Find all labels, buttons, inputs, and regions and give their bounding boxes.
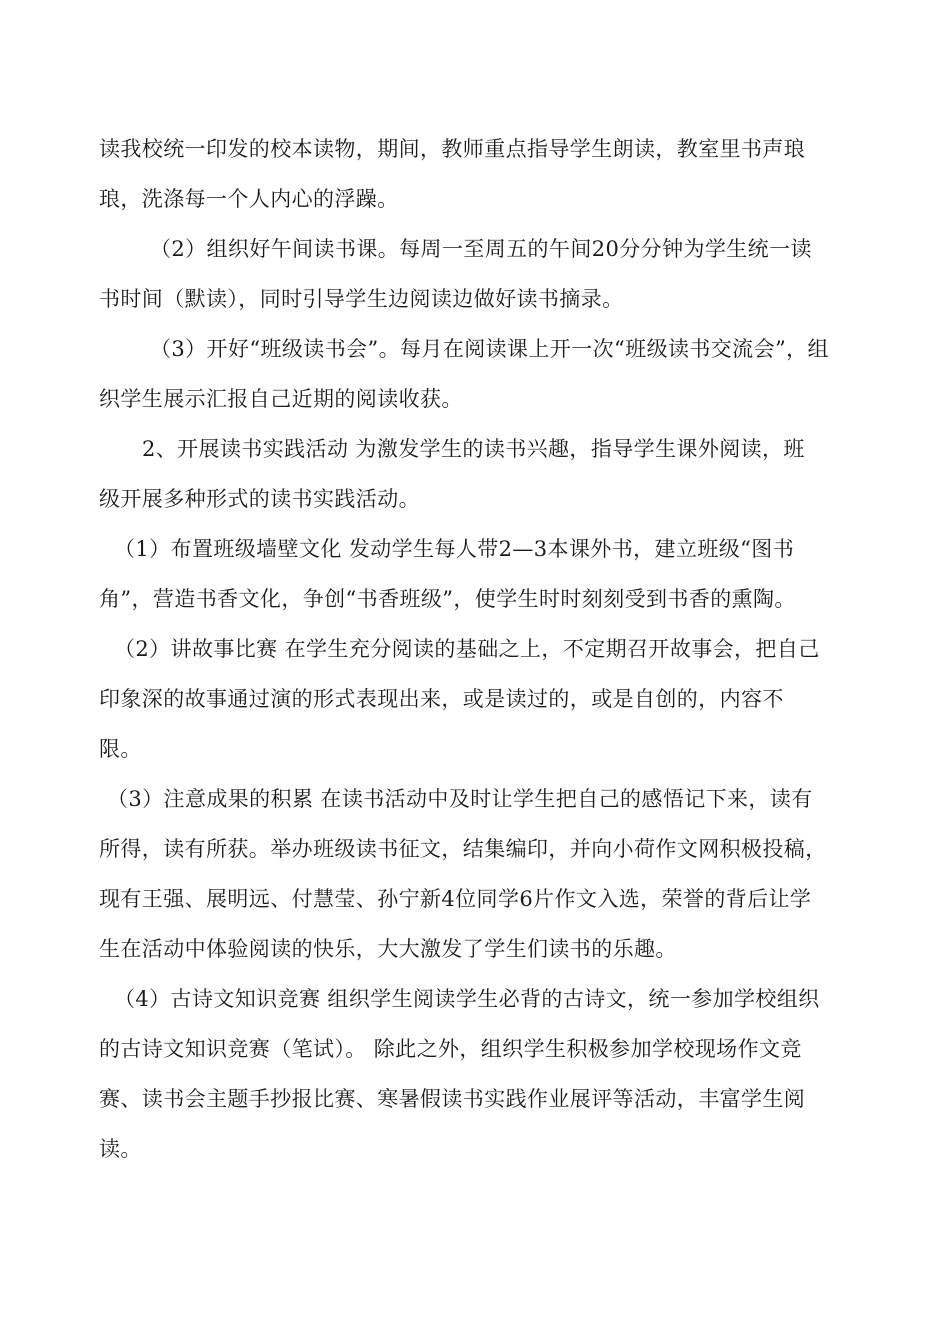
text-line: 所得，读有所获。举办班级读书征文，结集编印，并向小荷作文网积极投稿， [99,837,827,861]
text-line: 印象深的故事通过演的形式表现出来，或是读过的，或是自创的，内容不 [99,687,784,711]
text-line: 书时间（默读），同时引导学生边阅读边做好读书摘录。 [99,287,624,311]
text-line: 2、开展读书实践活动 为激发学生的读书兴趣，指导学生课外阅读，班 [142,437,805,461]
text-line: 级开展多种形式的读书实践活动。 [99,487,420,511]
text-line: 限。 [99,737,142,761]
text-line: 读。 [99,1137,142,1161]
text-line: 角”，营造书香文化，争创“书香班级”，使学生时时刻刻受到书香的熏陶。 [99,587,796,611]
text-line: （1）布置班级墙壁文化 发动学生每人带2—3本课外书，建立班级“图书 [114,537,795,561]
text-line: （3）开好“班级读书会”。每月在阅读课上开一次“班级读书交流会”，组 [150,337,829,361]
text-line: （4）古诗文知识竞赛 组织学生阅读学生必背的古诗文，统一参加学校组织 [114,987,820,1011]
text-line: 读我校统一印发的校本读物，期间，教师重点指导学生朗读，教室里书声琅 [99,137,806,161]
text-line: （2）讲故事比赛 在学生充分阅读的基础之上，不定期召开故事会，把自己 [114,637,820,661]
text-line: （2）组织好午间读书课。每周一至周五的午间20分分钟为学生统一读 [150,237,812,261]
text-line: 生在活动中体验阅读的快乐，大大激发了学生们读书的乐趣。 [99,937,677,961]
text-line: 琅，洗涤每一个人内心的浮躁。 [99,187,399,211]
text-line: （3）注意成果的积累 在读书活动中及时让学生把自己的感悟记下来，读有 [107,787,813,811]
text-line: 现有王强、展明远、付慧莹、孙宁新4位同学6片作文入选，荣誉的背后让学 [99,887,812,911]
text-line: 的古诗文知识竞赛（笔试）。 除此之外，组织学生积极参加学校现场作文竞 [99,1037,802,1061]
text-line: 赛、读书会主题手抄报比赛、寒暑假读书实践作业展评等活动，丰富学生阅 [99,1087,806,1111]
text-line: 织学生展示汇报自己近期的阅读收获。 [99,387,463,411]
